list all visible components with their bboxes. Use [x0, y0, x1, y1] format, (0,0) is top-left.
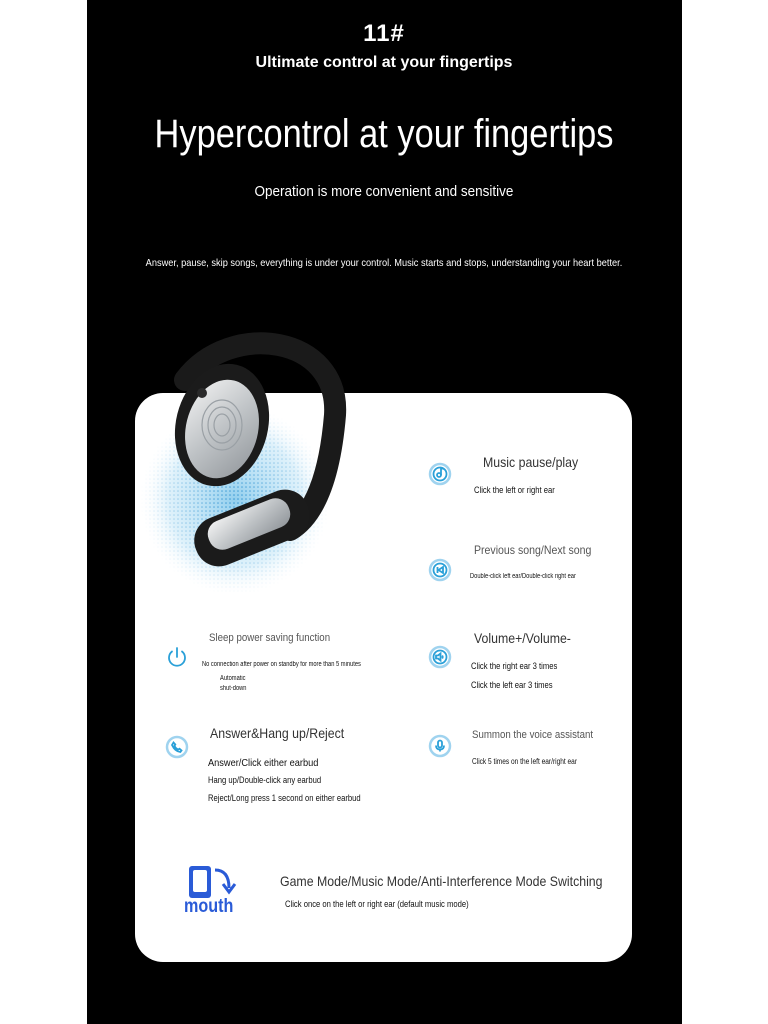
answer-desc-1: Answer/Click either earbud [208, 757, 319, 769]
earbud-image [140, 325, 360, 610]
answer-title: Answer&Hang up/Reject [210, 725, 345, 741]
subheadline: Operation is more convenient and sensitive [254, 183, 514, 200]
volume-title: Volume+/Volume- [474, 630, 571, 646]
model-number: 11# [363, 20, 405, 47]
voice-title: Summon the voice assistant [472, 729, 594, 741]
sleep-note-2: shut-down [220, 685, 247, 692]
intro-paragraph: Answer, pause, skip songs, everything is under your control. Music starts and stops, understanding your heart better. [145, 257, 623, 269]
music-title: Music pause/play [483, 454, 579, 470]
headline: Hypercontrol at your fingertips [154, 112, 614, 156]
phone-icon [165, 735, 189, 759]
voice-desc: Click 5 times on the left ear/right ear [472, 757, 578, 766]
music-disc-icon [428, 462, 452, 486]
answer-desc-2: Hang up/Double-click any earbud [208, 775, 322, 785]
mode-desc: Click once on the left or right ear (default music mode) [285, 899, 469, 909]
sleep-title: Sleep power saving function [209, 632, 331, 644]
tagline: Ultimate control at your fingertips [255, 54, 513, 71]
song-desc: Double-click left ear/Double-click right ear [470, 573, 576, 580]
music-desc: Click the left or right ear [474, 485, 555, 495]
answer-desc-3: Reject/Long press 1 second on either earbud [208, 793, 361, 803]
microphone-icon [428, 734, 452, 758]
power-icon [165, 645, 189, 669]
mode-title: Game Mode/Music Mode/Anti-Interference Mode Switching [280, 873, 603, 889]
sleep-desc: No connection after power on standby for more than 5 minutes [202, 661, 361, 668]
mouth-logo-text: mouth [184, 896, 234, 917]
volume-desc-2: Click the left ear 3 times [471, 680, 553, 690]
speaker-icon [428, 645, 452, 669]
song-title: Previous song/Next song [474, 543, 592, 557]
skip-icon [428, 558, 452, 582]
sleep-note-1: Automatic [220, 675, 246, 682]
volume-desc-1: Click the right ear 3 times [471, 661, 558, 671]
